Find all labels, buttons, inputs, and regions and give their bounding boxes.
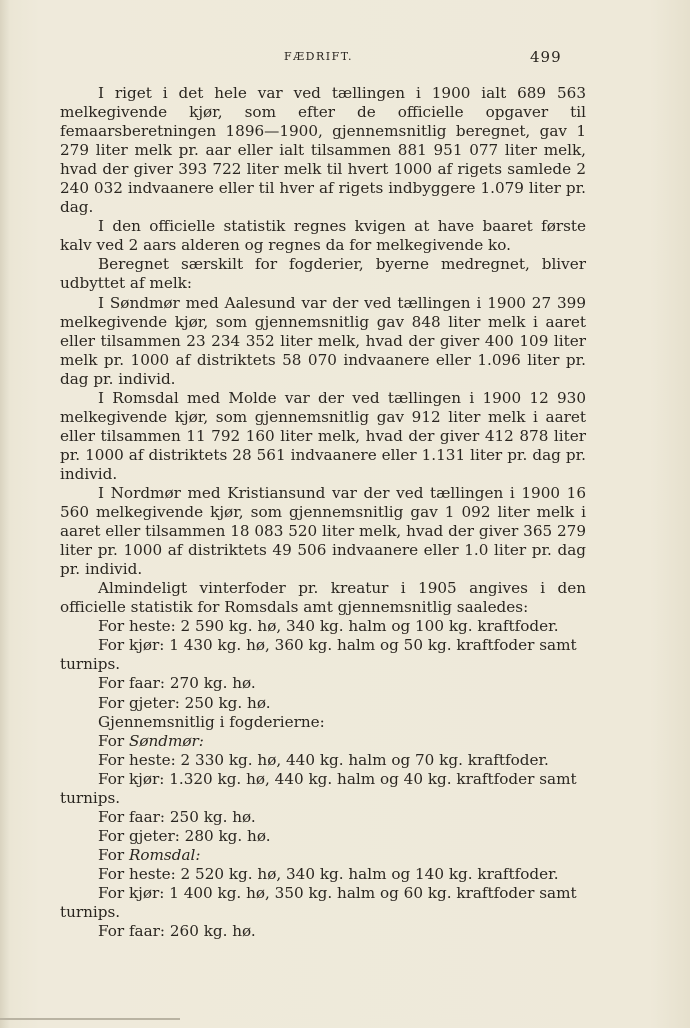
paragraph-romsdal: I Romsdal med Molde var der ved tællingen i 1900 12 930 melkegivende kjør, som gjennemsnitlig gav 912 liter melk i aaret eller tilsammen 11 792 160 liter melk, hvad der giver 412 878 liter pr. 1000 af distriktets 28 561 indvaanere eller 1.131 liter pr. dag pr. individ.	[60, 388, 586, 483]
district-heading-romsdal	[60, 846, 586, 865]
fodder-line-heste: For heste: 2 590 kg. hø, 340 kg. halm og 100 kg. kraftfoder.	[98, 617, 559, 636]
paragraph-definition: I den officielle statistik regnes kvigen at have baaret første kalv ved 2 aars alderen og regnes da for melkegivende ko.	[60, 217, 586, 255]
paragraph-nordmor: I Nordmør med Kristiansund var der ved tællingen i 1900 16 560 melkegivende kjør, som gjennemsnitlig gav 1 092 liter melk i aaret eller tilsammen 18 083 520 liter melk, hvad der giver 365 279 liter pr. 1000 af distriktets 49 506 indvaanere eller 1.0 liter pr. dag pr. individ.	[60, 483, 586, 579]
page-header	[0, 46, 690, 70]
page-body	[60, 84, 586, 941]
paragraph-winter-fodder: Almindeligt vinterfoder pr. kreatur i 1905 angives i den officielle statistik for Romsdals amt gjennemsnitlig saaledes:	[60, 579, 586, 617]
page-number: 499	[530, 48, 562, 66]
fodder-line-gjeter: For gjeter: 250 kg. hø.	[98, 693, 271, 712]
sondmor-line-faar: For faar: 250 kg. hø.	[98, 807, 256, 826]
running-head: FÆDRIFT.	[284, 50, 353, 63]
romsdal-line-faar: For faar: 260 kg. hø.	[98, 922, 256, 941]
district-name-sondmor: Søndmør:	[128, 731, 204, 750]
page-edge-mark	[0, 1018, 180, 1020]
romsdal-line-kjor: For kjør: 1 400 kg. hø, 350 kg. halm og 60 kg. kraftfoder samt turnips.	[60, 883, 577, 922]
district-heading-sondmor	[60, 732, 586, 751]
sondmor-line-kjor: For kjør: 1.320 kg. hø, 440 kg. halm og 40 kg. kraftfoder samt turnips.	[60, 769, 577, 807]
paragraph-sondmor: I Søndmør med Aalesund var der ved tællingen i 1900 27 399 melkegivende kjør, som gjennemsnitlig gav 848 liter melk i aaret eller tilsammen 23 234 352 liter melk, hvad der giver 400 109 liter melk pr. 1000 af distriktets 58 070 indvaanere eller 1.096 liter pr. dag pr. individ.	[60, 293, 586, 388]
sondmor-line-heste: For heste: 2 330 kg. hø, 440 kg. halm og 70 kg. kraftfoder.	[98, 750, 549, 769]
for-label: For	[98, 731, 125, 750]
romsdal-line-heste: For heste: 2 520 kg. hø, 340 kg. halm og 140 kg. kraftfoder.	[98, 864, 559, 883]
fodder-line-kjor: For kjør: 1 430 kg. hø, 360 kg. halm og 50 kg. kraftfoder samt turnips.	[60, 636, 577, 674]
fogderi-heading: Gjennemsnitlig i fogderierne:	[98, 712, 325, 731]
fodder-line-faar: For faar: 270 kg. hø.	[98, 674, 256, 693]
paragraph-intro-fogderier: Beregnet særskilt for fogderier, byerne medregnet, bliver udbyttet af melk:	[60, 255, 586, 293]
paragraph-national-total: I riget i det hele var ved tællingen i 1900 ialt 689 563 melkegivende kjør, som efter de officielle opgaver til femaarsberetningen 1896—1900, gjennemsnitlig beregnet, gav 1 279 liter melk pr. aar eller ialt tilsammen 881 951 077 liter melk, hvad der giver 393 722 liter melk til hvert 1000 af rigets samlede 2 240 032 indvaanere eller til hver af rigets indbyggere 1.079 liter pr. dag.	[60, 84, 586, 217]
for-label: For	[98, 845, 125, 864]
sondmor-line-gjeter: For gjeter: 280 kg. hø.	[98, 826, 271, 845]
district-name-romsdal: Romsdal:	[128, 845, 201, 864]
